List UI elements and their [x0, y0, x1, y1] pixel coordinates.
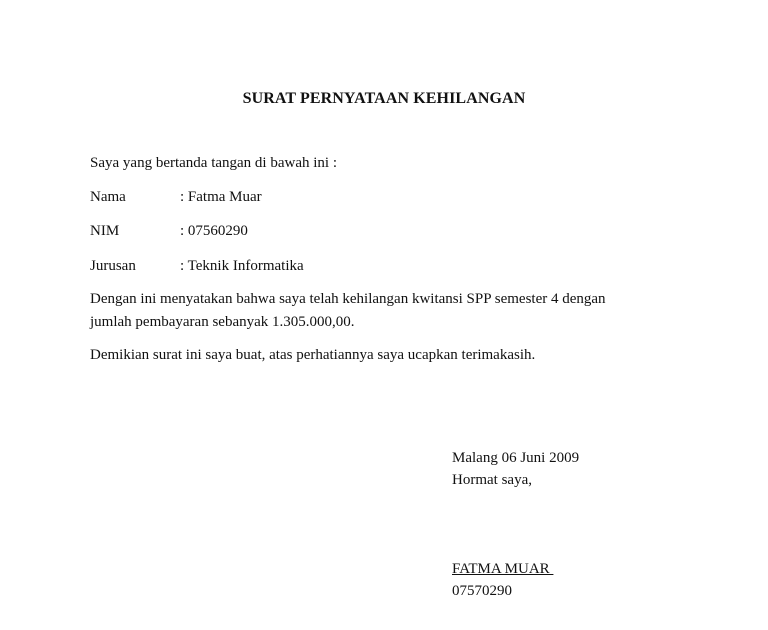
field-label-jurusan: Jurusan: [90, 258, 136, 274]
signer-nim: 07570290: [452, 582, 512, 599]
signer-block: [452, 559, 553, 603]
field-label-nim: NIM: [90, 223, 120, 239]
field-value-nama: : Fatma Muar: [180, 189, 262, 205]
field-value-jurusan: : Teknik Informatika: [180, 258, 304, 274]
intro-text: Saya yang bertanda tangan di bawah ini :: [90, 155, 338, 171]
letter-title: SURAT PERNYATAAN KEHILANGAN: [242, 90, 526, 107]
closing-block: [452, 448, 579, 492]
field-label-nama: Nama: [90, 189, 126, 205]
field-value-nim: : 07560290: [180, 223, 248, 239]
statement-line-1: Dengan ini menyatakan bahwa saya telah kehilangan kwitansi SPP semester 4 dengan: [90, 291, 606, 307]
statement-line-2: jumlah pembayaran sebanyak 1.305.000,00.: [90, 313, 355, 330]
place-date: Malang 06 Juni 2009: [452, 450, 580, 466]
signer-name: FATMA MUAR: [452, 561, 554, 577]
closing-paragraph: Demikian surat ini saya buat, atas perhatiannya saya ucapkan terimakasih.: [90, 347, 536, 363]
statement-paragraph: [90, 288, 690, 333]
regards-text: Hormat saya,: [452, 471, 532, 488]
